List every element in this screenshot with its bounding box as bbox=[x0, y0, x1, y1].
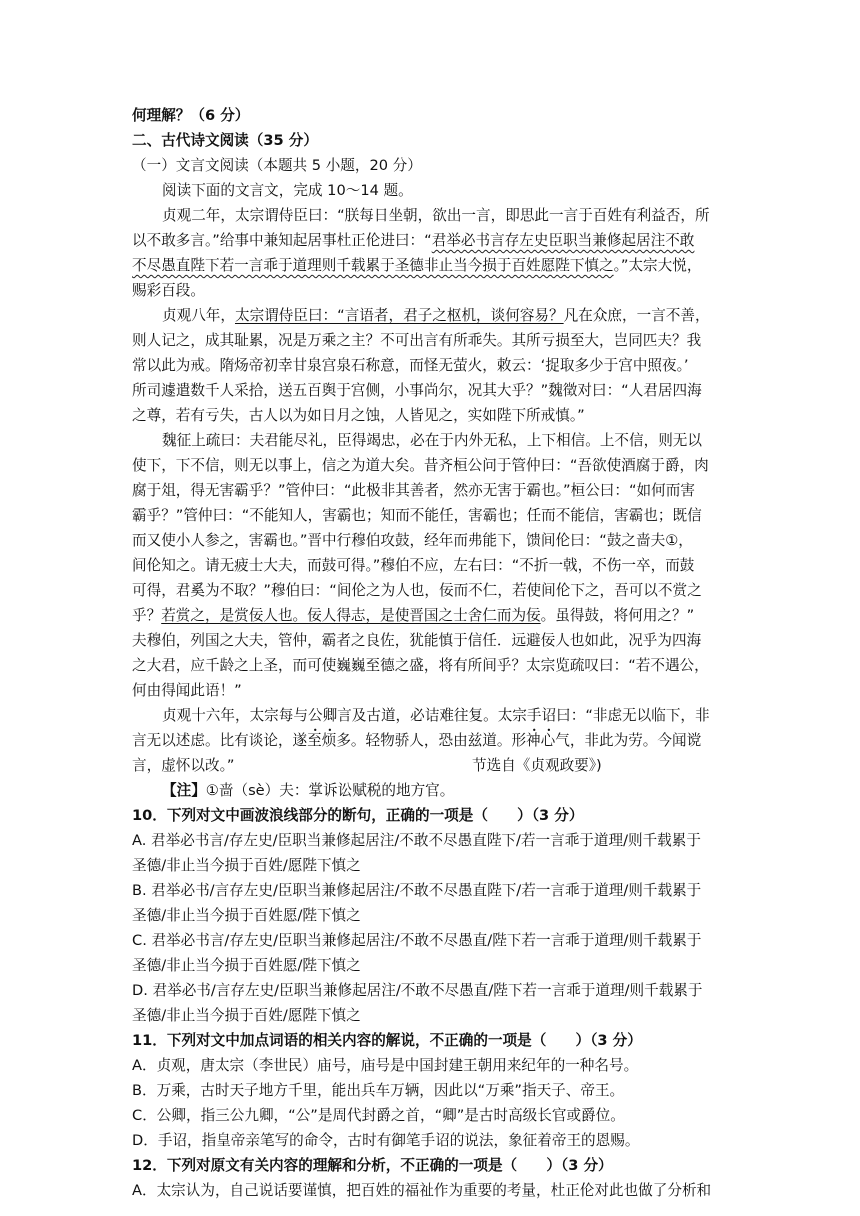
q10-option-c: C. 君举必书言/存左史/臣职当兼修起居注/不敢不尽愚直/陛下若一言乖于道理/则千载累于 bbox=[132, 932, 702, 949]
passage-line: 间伦知之。请无疲士大夫，而鼓可得。”穆伯不应，左右曰：“不折一戟，不伤一卒，而鼓 bbox=[132, 557, 695, 574]
source-citation: 节选自《贞观政要》) bbox=[472, 757, 602, 774]
passage-line: 贞观十六年，太宗每与公卿言及古道，必诘难往复。太宗手诏曰：“非虑无以临下，非 bbox=[162, 707, 710, 724]
q10-option-b: B. 君举必书/言存左史/臣职当兼修起居注/不敢不尽愚直陛下/若一言乖于道理/则千载累于 bbox=[132, 882, 702, 899]
question-12-stem: 12．下列对原文有关内容的理解和分析，不正确的一项是（ ）（3 分） bbox=[132, 1157, 613, 1174]
q10-option-a: A. 君举必书言/存左史/臣职当兼修起居注/不敢不尽愚直陛下/若一言乖于道理/则千载累于 bbox=[132, 832, 701, 849]
passage-line: 则人记之，成其耻累，况是万乘之主？不可出言有所乖失。其所亏损至大，岂同匹夫？我 bbox=[132, 332, 702, 349]
subsection-heading: （一）文言文阅读（本题共 5 小题，20 分） bbox=[132, 157, 422, 174]
section-heading: 二、古代诗文阅读（35 分） bbox=[132, 132, 318, 149]
passage-line: 赐彩百段。 bbox=[132, 282, 205, 299]
q10-option-b-cont: 圣德/非止当今损于百姓愿/陛下慎之 bbox=[132, 907, 361, 924]
prev-question-tail: 何理解？（6 分） bbox=[132, 107, 250, 124]
wavy-underlined-text: 君举必书言存左史臣职当兼修起居注不敢 bbox=[431, 232, 695, 249]
wavy-underlined-text: 不尽愚直陛下若一言乖于道理则千载累于圣德非止当今损于百姓愿陛下慎之 bbox=[132, 257, 614, 274]
q10-option-a-cont: 圣德/非止当今损于百姓/愿陛下慎之 bbox=[132, 857, 361, 874]
passage-line: 霸乎？”管仲曰：“不能知人，害霸也；知而不能任，害霸也；任而不能信，害霸也；既信 bbox=[132, 507, 702, 524]
question-10-stem: 10．下列对文中画波浪线部分的断句，正确的一项是（ ）（3 分） bbox=[132, 807, 584, 824]
q10-option-d: D. 君举必书/言存左史/臣职当兼修起居注/不敢不尽愚直/陛下若一言乖于道理/则千载累于 bbox=[132, 982, 703, 999]
q11-option-b: B．万乘，古时天子地方千里，能出兵车万辆，因此以“万乘”指天子、帝王。 bbox=[132, 1082, 625, 1099]
passage-line: 腐于俎，得无害霸乎？”管仲曰：“此极非其善者，然亦无害于霸也。”桓公曰：“如何而害 bbox=[132, 482, 695, 499]
passage-line: 言无以述虑。比有谈论，遂至烦多。轻物骄人，恐由兹道。形神心气，非此为劳。今闻谠 bbox=[132, 732, 702, 749]
passage-line: 贞观八年，太宗谓侍臣曰：“言语者，君子之枢机，谈何容易？凡在众庶，一言不善， bbox=[162, 307, 710, 324]
q12-option-a: A．太宗认为，自己说话要谨慎，把百姓的福祉作为重要的考量，杜正伦对此也做了分析和 bbox=[132, 1182, 712, 1199]
emphasis-dotted-char: 卿 bbox=[322, 707, 338, 724]
annotation-note: 【注】①啬（sè）夫：掌诉讼赋税的地方官。 bbox=[162, 782, 455, 799]
underlined-text: 若赏之，是赏佞人也。佞人得志，是使晋国之士舍仁而为佞 bbox=[161, 607, 541, 624]
q11-option-a: A．贞观，唐太宗（李世民）庙号，庙号是中国封建王朝用来纪年的一种名号。 bbox=[132, 1057, 639, 1074]
passage-line: 乎？若赏之，是赏佞人也。佞人得志，是使晋国之士舍仁而为佞。虽得鼓，将何用之？” bbox=[132, 607, 695, 624]
question-11-stem: 11．下列对文中加点词语的相关内容的解说，不正确的一项是（ ）（3 分） bbox=[132, 1032, 642, 1049]
emphasis-dotted-char: 诏 bbox=[541, 707, 557, 724]
passage-line: 可得，君奚为不取？”穆伯曰：“间伦之为人也，佞而不仁，若使间伦下之，吾可以不赏之 bbox=[132, 582, 702, 599]
passage-line: 使下，下不信，则无以事上，信之为道大矣。昔齐桓公问于管仲曰：“吾欲使酒腐于爵，肉 bbox=[132, 457, 709, 474]
passage-line: 之尊，若有亏失，古人以为如日月之蚀，人皆见之，实如陛下所戒慎。” bbox=[132, 407, 585, 424]
passage-line: 言，虚怀以改。” 节选自《贞观政要》) bbox=[0, 753, 860, 779]
passage-line: 以不敢多言。”给事中兼知起居事杜正伦进曰：“君举必书言存左史臣职当兼修起居注不敢 bbox=[132, 232, 695, 249]
passage-line: 而又使小人参之，害霸也。”晋中行穆伯攻鼓，经年而弗能下，馈间伦曰：“鼓之啬夫①， bbox=[132, 532, 693, 549]
passage-line: 夫穆伯，列国之大夫，管仲，霸者之良佐，犹能慎于信任．远避佞人也如此，况乎为四海 bbox=[132, 632, 702, 649]
passage-line: 不尽愚直陛下若一言乖于道理则千载累于圣德非止当今损于百姓愿陛下慎之。”太宗大悦， bbox=[132, 257, 702, 274]
emphasis-dotted-char: 手 bbox=[526, 707, 542, 724]
underlined-text: 太宗谓侍臣曰：“言语者，君子之枢机，谈何容易？ bbox=[234, 307, 564, 324]
q10-option-d-cont: 圣德/非止当今损于百姓/愿陛下慎之 bbox=[132, 1007, 361, 1024]
q11-option-c: C．公卿，指三公九卿，“公”是周代封爵之首，“卿”是古时高级长官或爵位。 bbox=[132, 1107, 625, 1124]
passage-line: 魏征上疏曰：夫君能尽礼，臣得竭忠，必在于内外无私，上下相信。上不信，则无以 bbox=[162, 432, 702, 449]
emphasis-dotted-char: 公 bbox=[307, 707, 323, 724]
instruction: 阅读下面的文言文，完成 10～14 题。 bbox=[162, 182, 413, 199]
passage-line: 何由得闻此语！” bbox=[132, 682, 242, 699]
passage-line: 常以此为戒。隋炀帝初幸甘泉宫泉石称意，而怪无萤火，敕云：‘捉取多少于宫中照夜。’ bbox=[132, 357, 689, 374]
passage-line: 所司遽遣数千人采拾，送五百舆于宫侧，小事尚尔，况其大乎？”魏徵对曰：“人君居四海 bbox=[132, 382, 702, 399]
q10-option-c-cont: 圣德/非止当今损于百姓愿/陛下慎之 bbox=[132, 957, 361, 974]
passage-line: 之大君，应千龄之上圣，而可使巍巍至德之盛，将有所间乎？太宗览疏叹曰：“若不遇公， bbox=[132, 657, 709, 674]
q11-option-d: D．手诏，指皇帝亲笔写的命令，古时有御笔手诏的说法，象征着帝王的恩赐。 bbox=[132, 1132, 640, 1149]
passage-line: 贞观二年，太宗谓侍臣曰：“朕每日坐朝，欲出一言，即思此一言于百姓有利益否，所 bbox=[162, 207, 710, 224]
